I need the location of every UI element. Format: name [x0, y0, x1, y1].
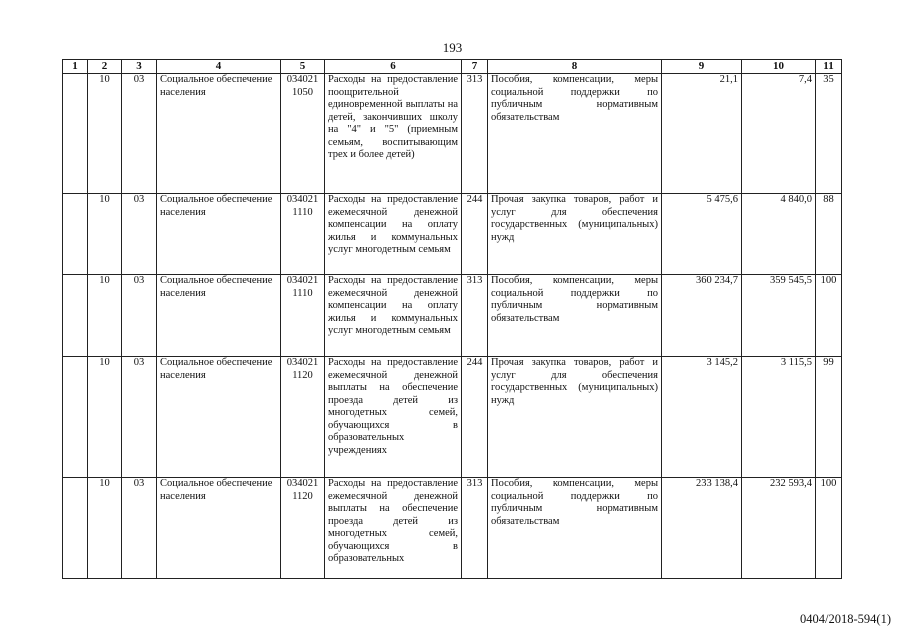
- target-article-cell: 034021 1050: [281, 74, 325, 194]
- expense-description-cell: Расходы на предоставление ежемесячной денежной компенсации на оплату жилья и коммунальных услуг многодетным семьям: [325, 275, 462, 357]
- actual-amount-cell: 4 840,0: [742, 194, 816, 275]
- execution-percent-cell: 100: [816, 275, 842, 357]
- planned-amount-cell: 3 145,2: [662, 357, 742, 478]
- table-row: [63, 194, 842, 275]
- expense-type-code-cell: 244: [462, 194, 488, 275]
- column-header: 6: [325, 60, 462, 74]
- table-row: [63, 478, 842, 579]
- expense-type-name-cell: Прочая закупка товаров, работ и услуг для обеспечения государственных (муниципальных) нужд: [488, 357, 662, 478]
- column-header: 3: [122, 60, 157, 74]
- column-header: 9: [662, 60, 742, 74]
- planned-amount-cell: 233 138,4: [662, 478, 742, 579]
- execution-percent-cell: 100: [816, 478, 842, 579]
- budget-table: [62, 59, 842, 579]
- section-name-cell: Социальное обеспечение населения: [157, 194, 281, 275]
- expense-description-cell: Расходы на предоставление ежемесячной денежной выплаты на обеспечение проезда детей из многодетных семей, обучающихся в образовательных: [325, 478, 462, 579]
- target-article-cell: 034021 1110: [281, 275, 325, 357]
- header-row: [63, 60, 842, 74]
- document-code: 0404/2018-594(1): [800, 612, 891, 626]
- column-header: 7: [462, 60, 488, 74]
- row-number-cell: [63, 194, 88, 275]
- section-name-cell: Социальное обеспечение населения: [157, 275, 281, 357]
- expense-type-code-cell: 313: [462, 478, 488, 579]
- execution-percent-cell: 35: [816, 74, 842, 194]
- column-header: 5: [281, 60, 325, 74]
- row-number-cell: [63, 478, 88, 579]
- execution-percent-cell: 88: [816, 194, 842, 275]
- planned-amount-cell: 21,1: [662, 74, 742, 194]
- target-article-cell: 034021 1120: [281, 478, 325, 579]
- row-number-cell: [63, 357, 88, 478]
- section-code-cell: 10: [88, 74, 122, 194]
- section-code-cell: 10: [88, 478, 122, 579]
- table-row: [63, 74, 842, 194]
- expense-type-name-cell: Пособия, компенсации, меры социальной поддержки по публичным нормативным обязательствам: [488, 478, 662, 579]
- subsection-code-cell: 03: [122, 357, 157, 478]
- expense-description-cell: Расходы на предоставление ежемесячной денежной выплаты на обеспечение проезда детей из многодетных семей, обучающихся в образовательных учреждениях: [325, 357, 462, 478]
- column-header: 8: [488, 60, 662, 74]
- actual-amount-cell: 359 545,5: [742, 275, 816, 357]
- column-header: 2: [88, 60, 122, 74]
- target-article-cell: 034021 1110: [281, 194, 325, 275]
- page-number: 193: [442, 40, 463, 55]
- row-number-cell: [63, 74, 88, 194]
- expense-description-cell: Расходы на предоставление поощрительной единовременной выплаты на детей, закончивших школу на "4" и "5" (приемным семьям, воспитывающим трех и более детей): [325, 74, 462, 194]
- actual-amount-cell: 232 593,4: [742, 478, 816, 579]
- expense-type-code-cell: 313: [462, 275, 488, 357]
- expense-type-name-cell: Пособия, компенсации, меры социальной поддержки по публичным нормативным обязательствам: [488, 275, 662, 357]
- subsection-code-cell: 03: [122, 478, 157, 579]
- row-number-cell: [63, 275, 88, 357]
- actual-amount-cell: 7,4: [742, 74, 816, 194]
- subsection-code-cell: 03: [122, 194, 157, 275]
- planned-amount-cell: 5 475,6: [662, 194, 742, 275]
- section-name-cell: Социальное обеспечение населения: [157, 357, 281, 478]
- table-row: [63, 275, 842, 357]
- expense-type-code-cell: 244: [462, 357, 488, 478]
- column-header: 4: [157, 60, 281, 74]
- column-header: 10: [742, 60, 816, 74]
- expense-description-cell: Расходы на предоставление ежемесячной денежной компенсации на оплату жилья и коммунальных услуг многодетным семьям: [325, 194, 462, 275]
- section-code-cell: 10: [88, 194, 122, 275]
- subsection-code-cell: 03: [122, 275, 157, 357]
- expense-type-name-cell: Прочая закупка товаров, работ и услуг для обеспечения государственных (муниципальных) нужд: [488, 194, 662, 275]
- actual-amount-cell: 3 115,5: [742, 357, 816, 478]
- expense-type-code-cell: 313: [462, 74, 488, 194]
- section-name-cell: Социальное обеспечение населения: [157, 478, 281, 579]
- section-code-cell: 10: [88, 357, 122, 478]
- subsection-code-cell: 03: [122, 74, 157, 194]
- execution-percent-cell: 99: [816, 357, 842, 478]
- expense-type-name-cell: Пособия, компенсации, меры социальной поддержки по публичным нормативным обязательствам: [488, 74, 662, 194]
- column-header: 11: [816, 60, 842, 74]
- table-row: [63, 357, 842, 478]
- section-code-cell: 10: [88, 275, 122, 357]
- target-article-cell: 034021 1120: [281, 357, 325, 478]
- section-name-cell: Социальное обеспечение населения: [157, 74, 281, 194]
- planned-amount-cell: 360 234,7: [662, 275, 742, 357]
- column-header: 1: [63, 60, 88, 74]
